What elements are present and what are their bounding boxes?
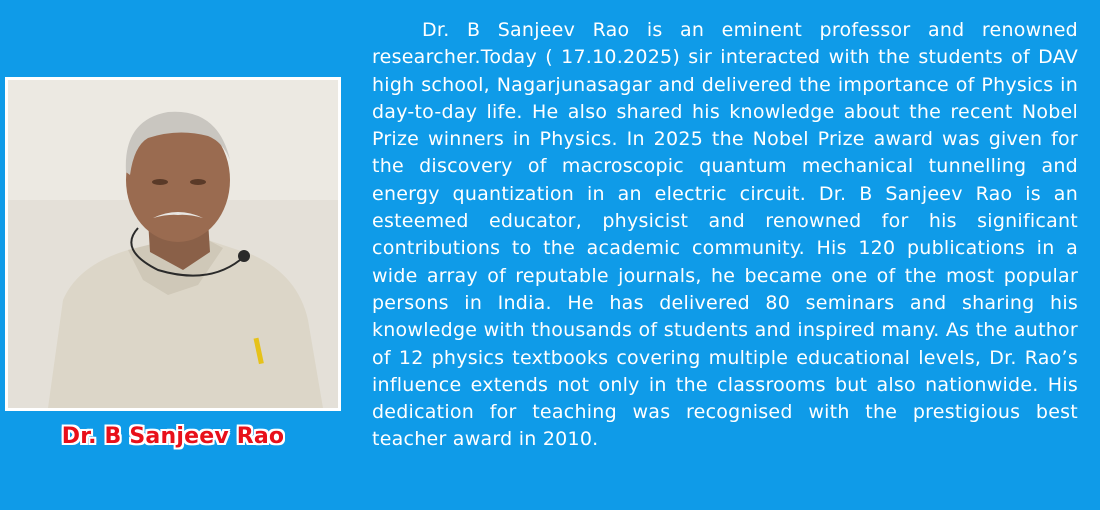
profile-photo-frame: [5, 77, 341, 411]
person-portrait-photo: [8, 80, 338, 408]
biography-paragraph: Dr. B Sanjeev Rao is an eminent professor and renowned researcher.Today ( 17.10.2025) sir interacted with the students of DAV high school, Nagarjunasagar and delivered the importance of Physics in day-to-day life. He also shared his knowledge about the recent Nobel Prize winners in Physics. In 2025 the Nobel Prize award was given for the discovery of macroscopic quantum mechanical tunnelling and energy quantization in an electric circuit. Dr. B Sanjeev Rao is an esteemed educator, physicist and renowned for his significant contributions to the academic community. His 120 publications in a wide array of reputable journals, he became one of the most popular persons in India. He has delivered 80 seminars and sharing his knowledge with thousands of students and inspired many. As the author of 12 physics textbooks covering multiple educational levels, Dr. Rao’s influence extends not only in the classrooms but also nationwide. His dedication for teaching was recognised with the prestigious best teacher award in 2010.: [372, 19, 1078, 451]
person-name-caption: Dr. B Sanjeev Rao: [61, 424, 285, 449]
